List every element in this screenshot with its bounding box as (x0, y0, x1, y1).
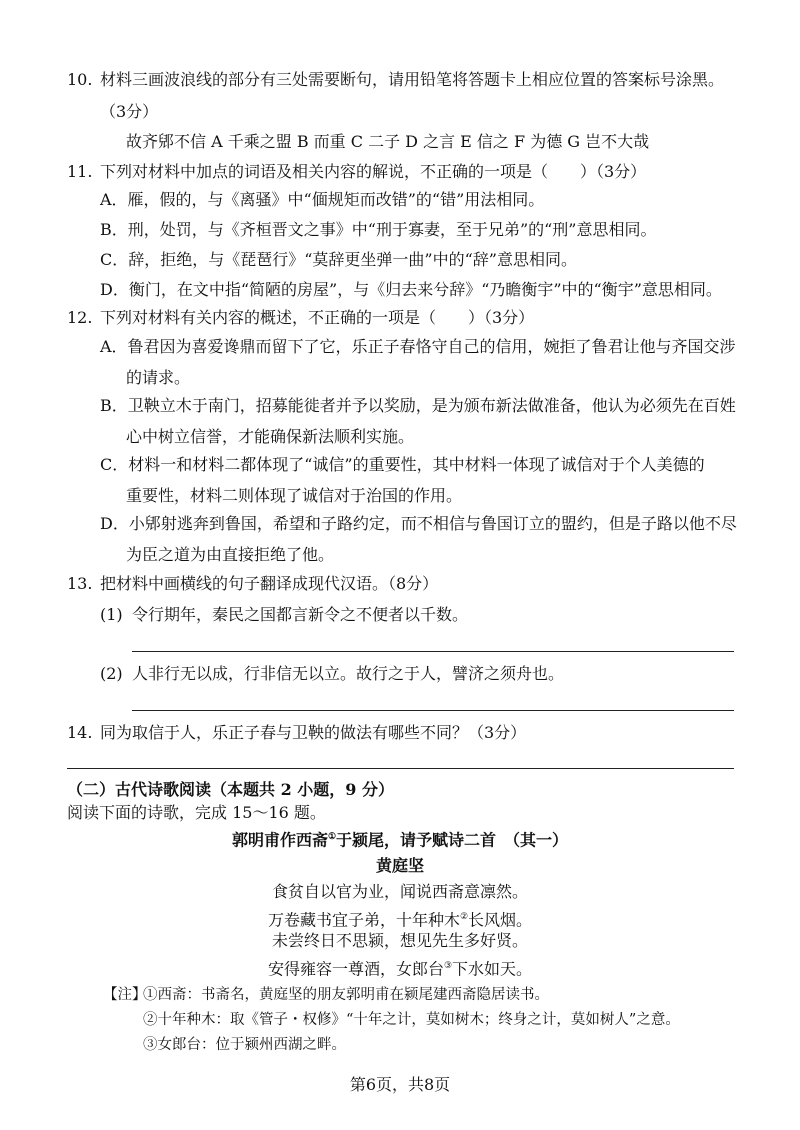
q11-number: 11. (67, 162, 93, 181)
poem-line-3 (0, 931, 800, 951)
page-footer: 第6页，共8页 (349, 1075, 451, 1094)
q12-option-b: B．卫鞅立木于南门，招募能徙者并予以奖励，是为颁布新法做准备，他认为必须先在百姓 (100, 396, 736, 415)
poem-line-2-text-a: 万卷藏书宜子弟，十年种木 (267, 910, 460, 930)
footnote-ref-1: ① (327, 832, 337, 842)
q12-text: 下列对材料有关内容的概述，不正确的一项是（ ）（3分） (100, 308, 535, 327)
q14-text: 同为取信于人，乐正子春与卫鞅的做法有哪些不同？（3分） (100, 723, 527, 742)
poem-line-4-text-b: 下水如天。 (452, 959, 533, 979)
q12-option-c: C．材料一和材料二都体现了“诚信”的重要性，其中材料一体现了诚信对于个人美德的 (100, 455, 705, 474)
q13-item-2-label: (2) (100, 664, 123, 683)
q11-text: 下列对材料中加点的词语及相关内容的解说，不正确的一项是（ ）（3分） (100, 162, 647, 181)
note-3: ③女郎台：位于颍州西湖之畔。 (143, 1037, 346, 1053)
note-1: ①西斋：书斋名，黄庭坚的朋友郭明甫在颍尾建西斋隐居读书。 (143, 987, 549, 1003)
poem-author: 黄庭坚 (375, 856, 424, 875)
poem-line-2-text-b: 长风烟。 (468, 910, 533, 930)
q12-option-b-cont: 心中树立信誉，才能确保新法顺利实施。 (126, 427, 415, 446)
q13-number: 13. (67, 574, 93, 593)
q11-option-c: C．辞，拒绝，与《琵琶行》“莫辞更坐弹一曲”中的“辞”意思相同。 (100, 250, 577, 269)
q13-item-1-label: (1) (100, 605, 123, 624)
note-label: 【注】 (103, 987, 147, 1003)
poem-title-part-2: 于颍尾，请予赋诗二首 （其一） (336, 830, 569, 850)
q10-sentence: 故齐郳不信 A 千乘之盟 B 而重 C 二子 D 之言 E 信之 F 为德 G 岂不大哉 (126, 132, 650, 151)
q12-option-c-cont: 重要性，材料二则体现了诚信对于治国的作用。 (126, 486, 463, 505)
poem-line-3-text: 未尝终日不思颍，想见先生多好贤。 (271, 931, 528, 950)
note-2: ②十年种木：取《管子・权修》“十年之计，莫如树木；终身之计，莫如树人”之意。 (143, 1012, 680, 1028)
section-heading: （二）古代诗歌阅读（本题共 2 小题，9 分） (67, 780, 394, 799)
q10-text: 材料三画波浪线的部分有三处需要断句，请用铅笔将答题卡上相应位置的答案标号涂黑。 (100, 70, 725, 89)
poem-line-2 (0, 907, 800, 930)
poem-line-4-text-a: 安得雍容一尊酒，女郎台 (267, 959, 444, 979)
poem-title (0, 827, 800, 850)
answer-line-3[interactable] (67, 768, 734, 769)
poem-line-1 (0, 882, 800, 902)
q13-text: 把材料中画横线的句子翻译成现代汉语。（8分） (100, 574, 439, 593)
answer-line-1[interactable] (132, 651, 734, 652)
q10-score: （3分） (100, 102, 159, 121)
q14-number: 14. (67, 723, 93, 742)
footnote-ref-2: ② (459, 912, 469, 922)
poem-line-1-text: 食贫自以官为业，闻说西斋意凛然。 (271, 882, 528, 901)
q11-option-b: B．刑，处罚，与《齐桓晋文之事》中“刑于寡妻，至于兄弟”的“刑”意思相同。 (100, 220, 657, 239)
q12-number: 12. (67, 308, 93, 327)
q10-number: 10. (67, 70, 93, 89)
answer-line-2[interactable] (132, 710, 734, 711)
footnote-ref-3: ③ (443, 961, 453, 971)
q13-item-2-text: 人非行无以成，行非信无以立。故行之于人，譬济之须舟也。 (132, 664, 565, 683)
section-instruction: 阅读下面的诗歌，完成 15～16 题。 (67, 803, 326, 822)
q13-item-1-text: 令行期年，秦民之国都言新令之不便者以千数。 (132, 605, 469, 624)
poem-line-4 (0, 956, 800, 979)
q11-option-d: D．衡门，在文中指“简陋的房屋”，与《归去来兮辞》“乃瞻衡宇”中的“衡宇”意思相同。 (100, 280, 722, 299)
q11-option-a: A．雁，假的，与《离骚》中“偭规矩而改错”的“错”用法相同。 (100, 190, 545, 209)
poem-title-part-1: 郭明甫作西斋 (231, 830, 328, 850)
q12-option-a-cont: 的请求。 (126, 368, 191, 387)
q12-option-d-cont: 为臣之道为由直接拒绝了他。 (126, 545, 335, 564)
q12-option-d: D．小郳射逃奔到鲁国，希望和子路约定，而不相信与鲁国订立的盟约，但是子路以他不尽 (100, 514, 737, 533)
q12-option-a: A．鲁君因为喜爱谗鼎而留下了它，乐正子春恪守自己的信用，婉拒了鲁君让他与齐国交涉 (100, 337, 736, 356)
